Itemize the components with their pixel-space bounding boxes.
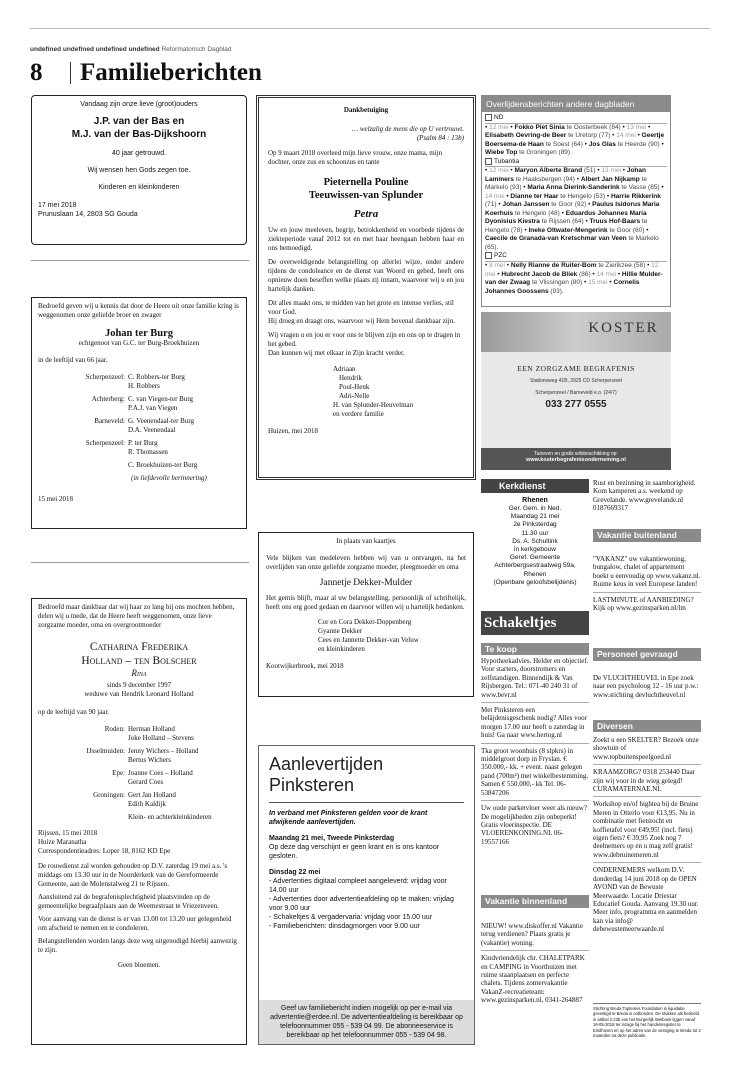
kerkdienst-line: Ds. A. Schultink xyxy=(512,537,558,545)
family-row: Barneveld: G. Veenendaal-ter Burg D.A. Veenendaal xyxy=(38,417,240,435)
family-name: H. Robbers xyxy=(128,382,160,390)
ad-jubileum: Vandaag zijn onze lieve (groot)ouders J.P. van der Bas en M.J. van der Bas-Dijkshoorn 40 jaar getrouwd. Wij wensen hen Gods zegen toe. Kinderen en kleinkinderen 17 mei 2018 Prunuslaan 14, 2803 SG Gouda xyxy=(31,95,247,245)
page-number: 8 xyxy=(30,59,43,86)
entry-name: Fokko Piet Sinia xyxy=(514,123,565,131)
family-name: D.A. Veenendaal xyxy=(128,426,176,434)
family-row: Roden: Herman Holland Joke Holland – Stevens xyxy=(38,725,240,743)
checkbox-icon xyxy=(485,114,492,121)
family-name: P. ter Burg xyxy=(128,439,158,447)
ad-terburg: Bedroefd geven wij u kennis dat door de Heere uit onze familie kring is weggenomen onze geliefde broer en zwager Johan ter Burg echtgenoot van G.C. ter Burg-Broekhuizen in de leeftijd van 66 jaar. Scherpenzeel: C. Robbers-ter Burg H. Robbers Achterberg: C. van Viegen-ter Burg P.A.J. van Viegen Barneveld: G. Veenendaal-ter Burg D.A. Veenendaal Scherpenzeel: P. ter Burg R. Thomassen C. Broekhuizen-ter Burg (in liefdevolle herinnering) 15 mei 2018 xyxy=(31,297,247,529)
entry-place: (71) xyxy=(485,201,497,209)
family-name: Jenny Wichers – Holland xyxy=(128,747,199,755)
family-row: Groningen: Gert Jan Holland Edith Kaldijk xyxy=(38,791,240,809)
section-title: Familieberichten xyxy=(80,59,262,86)
entry-place: te Heerde (90) xyxy=(617,140,660,148)
paper-entries: • 12 mei • Maryon Alberte Brand (51) • 13 mei • Johan Lammers te Haaksbergen (94) • Albert Jan Nijkamp te Markelo (93) • Maria Anna Dierink-Sanderink te Vasse (85) • 14 mei • Dianne ter Haar te Hengelo (53) • Harrie Rikkerink (71) • Johan Janssen te Goor (92) • Paulus Isidorus Maria Koerhuis te Hengelo (48) • Eduardus Johannes Maria Dyonisius Kiestra te Rijssen (64) • Truus Hof-Baars te Hengelo (78) • Ineke Oltwater-Mengerink te Goor (60) • Caecile de Granada-van Kretschmar van Veen te Markelo (65). xyxy=(485,167,664,251)
family-name: C. Robbers-ter Burg xyxy=(128,373,185,381)
ad-dekker-mulder: In plaats van kaartjes Vele blijken van medeleven hebben wij van u ontvangen, na het overlijden van onze geliefde zorgzame moeder, pleegmoeder en oma Jannetje Dekker-Mulder Het gemis blijft, maar al uw belangstelling, persoonlijk of schriftelijk, heeft ons erg goed gedaan en daarvoor willen wij u hartelijk bedanken. Cor en Cora Dekker-Doppenberg Gyanne Dekker Cees en Jannette Dekker-van Veluw en kleinkinderen Kootwijkerbroek, mei 2018 xyxy=(258,532,474,697)
masthead-edition: undefined undefined undefined undefined Reformatorisch Dagblad xyxy=(30,46,232,53)
other-papers-box: Overlijdensberichten andere dagbladen ND • 12 mei • Fokko Piet Sinia te Oosterbeek (84) • 13 mei • Elisabeth Oevring-de Beer te Uretorp (77) • 14 mei • Geertje Boersema-de Haan te Soest (64) • Jos Glas te Heerde (90) • Wiebe Top te Groningen (89). Tubantia • 12 mei • Maryon Alberte Brand (51) • 13 mei • Johan Lammers te Haaksbergen (94) • Albert Jan Nijkamp te Markelo (93) • Maria Anna Dierink-Sanderink te Vasse (85) • 14 mei • Dianne ter Haar te Hengelo (53) • Harrie Rikkerink (71) • Johan Janssen te Goor (92) • Paulus Isidorus Maria Koerhuis te Hengelo (48) • Eduardus Johannes Maria Dyonisius Kiestra te Rijssen (64) • Truus Hof-Baars te Hengelo (78) • Ineke Oltwater-Mengerink te Goor (60) • Caecile de Granada-van Kretschmar van Veen te Markelo (65). PZC • 8 mei • Nelly Rianne de Ruiter-Bom te Zierikzee (58) • 12 mei • Hubrecht Jacob de Bliek (86) • 14 mei • Hillie Mulder-van der Zwaag te Vlissingen (80) • 15 mei • Cornelis Johannes Goossens (93). xyxy=(481,95,671,307)
family-name: Edith Kaldijk xyxy=(128,800,166,808)
entry-place: te Markelo (93) xyxy=(485,175,647,192)
entry-place: (86) xyxy=(579,270,591,278)
entry-place: te Zierikzee (58) xyxy=(598,262,646,270)
entry-name: Truus Hof-Baars xyxy=(589,218,641,226)
family-row: Scherpenzeel: P. ter Burg R. Thomassen xyxy=(38,439,240,457)
entry-name: Geertje Boersema-de Haan xyxy=(485,132,665,148)
family-name: Gerard Coes xyxy=(128,778,164,786)
kerkdienst-line: in kerkgebouw xyxy=(514,546,556,554)
ad-dankbetuiging: Dankbetuiging … welzalig de mens die op U vertrouwt. (Psalm 84 : 13b) Op 9 maart 2018 overleed mijn lieve vrouw, onze mama, mijn dochter, onze zus en schoonzus en tante Pieternella Pouline Teeuwissen-van Splunder Petra Uw en jouw meeleven, begrip, betrokkenheid en voorbede tijdens de ziekteperiode vanaf 2012 tot en met haar heengaan hebben haar en ons bemoedigd. De overweldigende belangstelling op allerlei wijze, onder andere tijdens de condoleance en de dienst van Woord en gebed, heeft ons opnieuw doen beseffen welke plaats zij innam, waarvoor wij u en jou hartelijk danken. Dit alles maakt ons, te midden van het grote en intense verlies, stil voor God. Hij droeg en draagt ons, waarvoor wij Hem bovenal dankbaar zijn. Wij vragen u en jou er voor ons te blijven zijn en ons op te dragen in het gebed. Dan kunnen wij met elkaar in Zijn kracht verder. Adriaan Hendrik Poul-Henk Adri-Nelle H. van Splunder-Heuvelman en verdere familie Huizen, mei 2018 xyxy=(256,95,476,480)
entry-name: Jos Glas xyxy=(588,140,616,148)
entry-name: Albert Jan Nijkamp xyxy=(580,175,640,183)
entry-name: Cornelis Johannes Goossens xyxy=(485,279,640,295)
family-name: Gert Jan Holland xyxy=(128,791,176,799)
kerkdienst-line: Achterbergsestraatweg 59a, xyxy=(494,562,576,570)
entry-place: te Oosterbeek (84) xyxy=(566,123,621,131)
legal-notice: Stichting Breda Toptennis Foundation in liquidatie gevestigd te Breda is ontbonden. De stukken als bedoeld in artikel 2:23b van het Burgerlijk Wetboek liggen vanaf 16-05-2018 ter inzage bij het handelsregister te Eindhoven en op het adres van de vestiging te Breda tot 2 maanden na deze publicatie. xyxy=(593,1003,701,1038)
kerkdienst-line: 2e Pinksterdag xyxy=(513,521,557,529)
koster-url[interactable]: www.kosterbegrafenisonderneming.nl xyxy=(526,457,626,463)
family-name: Herman Holland xyxy=(128,725,175,733)
paper-entries: • 8 mei • Nelly Rianne de Ruiter-Bom te Zierikzee (58) • 12 mei • Hubrecht Jacob de Bliek (86) • 14 mei • Hillie Mulder-van der Zwaag te Vlissingen (80) • 15 mei • Cornelis Johannes Goossens (93). xyxy=(485,262,663,295)
entry-name: Hillie Mulder-van der Zwaag xyxy=(485,270,663,287)
entry-name: Elisabeth Oevring-de Beer xyxy=(485,132,567,140)
family-name: Bertus Wichers xyxy=(128,756,171,764)
entry-date: 12 mei xyxy=(489,123,509,131)
family-name: Klein- en achterkleinkinderen xyxy=(128,813,212,821)
entry-name: Dianne ter Haar xyxy=(510,192,559,200)
entry-place: te Hengelo (48) xyxy=(514,209,560,217)
family-row: Epe: Joanne Coes – Holland Gerard Coes xyxy=(38,769,240,787)
entry-place: (51) xyxy=(583,167,596,175)
paper-label: Tubantia xyxy=(485,158,667,168)
kerkdienst-line: Maandag 21 mei xyxy=(510,513,560,521)
entry-name: Ineke Oltwater-Mengerink xyxy=(528,226,608,234)
entry-place: te Vlissingen (80) xyxy=(531,279,583,287)
entry-name: Caecile de Granada-van Kretschmar van Veen xyxy=(485,235,627,243)
family-row: Achterberg: C. van Viegen-ter Burg P.A.J. van Viegen xyxy=(38,395,240,413)
entry-name: Eduardus Johannes Maria Dyonisius Kiestra xyxy=(485,209,647,226)
entry-date: 12 mei xyxy=(485,262,659,278)
checkbox-icon xyxy=(485,158,492,165)
entry-name: Hubrecht Jacob de Bliek xyxy=(501,270,578,278)
family-name: G. Veenendaal-ter Burg xyxy=(128,417,195,425)
notice-aanlevertijden: Aanlevertijden Pinksteren In verband met Pinksteren gelden voor de krant afwijkende aanlevertijden. Maandag 21 mei, Tweede Pinksterdag Op deze dag verschijnt er geen krant en is ons kantoor gesloten. Dinsdag 22 mei - Advertenties digitaal compleet aangeleverd: vrijdag voor 14.00 uur - Advertenties door advertentieafdeling op te maken: vrijdag voor 9.00 uur - Schakeltjes & vergadervaria: vrijdag voor 15.00 uur - Familieberichten: dinsdagmorgen voor 9.00 uur Geef uw familiebericht indien mogelijk op per e-mail via advertentie@erdee.nl. De advertentieafdeling is bereikbaar op telefoonnummer 055 - 539 04 99. De abonneeservice is bereikbaar op het telefoonnummer 055 - 539 04 98. xyxy=(258,745,475,1045)
entry-date: 13 mei xyxy=(626,123,647,131)
entry-place: te Rijssen (64) xyxy=(541,218,584,226)
kerkdienst-line: (Openbare geloofsbelijdenis) xyxy=(493,578,577,586)
entry-name: Wiebe Top xyxy=(485,149,518,157)
entry-name: Paulus Isidorus Maria Koerhuis xyxy=(485,201,660,217)
entry-place: te Groningen (89). xyxy=(519,149,572,157)
family-row: Scherpenzeel: C. Robbers-ter Burg H. Robbers xyxy=(38,373,240,391)
kerkdienst-line: Rhenen xyxy=(523,570,547,578)
koster-phone: 033 277 0555 xyxy=(545,399,607,410)
te-koop-list: Hypotheekadvies. Helder en objectief. Voor starters, doorstromers en zelfstandigen. Binnendijk & Van Rijsbergen. Tel.: 071-40 240 31 of www.bevr.nl Met Pinksteren een beläjdenisgeschenk nodig? Alles voor morgen 17.00 uur heeft u zaterdag in huis! Ga naar www.hertog.nl Tka groot woonhuis (8 slpkrs) in middelgroot dorp in Fryslan. € 350.000,- kk. + event. naast gelegen pand (700m²) met winkelbestemming. Samen € 550.000,- kk Tel. 06-53847206 Uw oude parketvloer weer als nieuw? De mogelijkheden zijn onbeperkt! Gratis vloerinspectie. DE VLOERENKONING.NL 06-19557166 xyxy=(481,657,589,846)
koster-logo: KOSTER xyxy=(588,320,659,336)
entry-date: 8 mei xyxy=(489,262,505,270)
kerkdienst-line: 11.30 uur xyxy=(521,529,549,537)
entry-date: 14 mei xyxy=(596,270,617,278)
entry-place: te Hengelo (53) xyxy=(560,192,606,200)
entry-place: te Goor (60) xyxy=(609,226,645,234)
entry-place: te Haaksbergen (94) xyxy=(515,175,575,183)
ad-holland: Bedroefd maar dankbaar dat wij haar zo lang bij ons mochten hebben, delen wij u mede, dat de Heere heeft weggenomen, onze lieve zorgzame moeder, oma en overgrootmoeder Catharina Frederika Holland – ten Bolscher Rina sinds 9 december 1997 weduwe van Hendrik Leonard Holland op de leeftijd van 90 jaar. Roden: Herman Holland Joke Holland – Stevens IJsselmuiden: Jenny Wichers – Holland Bertus Wichers Epe: Joanne Coes – Holland Gerard Coes Groningen: Gert Jan Holland Edith Kaldijk Klein- en achterkleinkinderen Rijssen, 15 mei 2018 Huize Maranatha Correspondentieadres: Loper 18, 8162 KD Epe De rouwdienst zal worden gehouden op D.V. zaterdag 19 mei a.s. 's middags om 13.30 uur in de Noorderkerk van de Gereformeerde Gemeente, aan de Molenstalweg 21 te Rijssen. Aansluitend zal de begrafenisplechtigheid plaatsvinden op de gemeentelijke begraafplaats aan de Weemestraat te Vriezenveen. Voor aanvang van de dienst is er van 13.00 tot 13.20 uur gelegenheid om afscheid te nemen en te condoleren. Belangstellenden worden langs deze weg uitgenodigd hierbij aanwezig te zijn. Geen bloemen. xyxy=(31,598,247,1045)
entry-date: 13 mei xyxy=(601,167,621,175)
schakeltjes-title: Schakeltjes xyxy=(481,611,589,635)
kerkdienst-line: Geref. Gemeente xyxy=(509,554,561,562)
family-name: P.A.J. van Viegen xyxy=(128,404,178,412)
family-row xyxy=(38,461,240,470)
family-name: Joanne Coes – Holland xyxy=(128,769,193,777)
entry-place: (93). xyxy=(550,287,564,295)
ad-koster: KOSTER EEN ZORGZAME BEGRAFENIS Stationsweg 41B, 3925 CD Scherpenzeel Scherpenzeel / Barneveld e.o. (24/7) 033 277 0555 Tarieven en gratis wilsbeschikking op: www.kosterbegrafenisonderneming.nl xyxy=(481,312,671,470)
checkbox-icon xyxy=(485,252,492,259)
entry-date: 15 mei xyxy=(588,279,608,287)
entry-name: Maryon Alberte Brand xyxy=(514,167,583,175)
kerkdienst-box: Kerkdienst Rhenen Ger. Gem. in Ned. Maandag 21 mei 2e Pinksterdag 11.30 uur Ds. A. Schultink in kerkgebouw Geref. Gemeente Achterbergsestraatweg 59a, Rhenen (Openbare geloofsbelijdenis) xyxy=(481,479,589,609)
entry-name: Harrie Rikkerink xyxy=(610,192,661,200)
entry-place: te Vasse (85) xyxy=(621,184,660,192)
entry-place: te Soest (64) xyxy=(545,140,583,148)
family-row: IJsselmuiden: Jenny Wichers – Holland Bertus Wichers xyxy=(38,747,240,765)
entry-name: Johan Lammers xyxy=(485,167,646,183)
kerkdienst-line: Ger. Gem. in Ned. xyxy=(508,505,562,512)
entry-name: Nelly Rianne de Ruiter-Bom xyxy=(510,262,597,270)
entry-place: te Uretorp (77) xyxy=(568,132,611,140)
paper-label: PZC xyxy=(485,252,667,262)
paper-label: ND xyxy=(485,114,667,124)
entry-date: 14 mei xyxy=(485,192,505,200)
entry-place: te Hengelo (78) xyxy=(485,218,648,234)
entry-date: 12 mei xyxy=(489,167,509,175)
family-row xyxy=(38,813,240,822)
paper-entries: • 12 mei • Fokko Piet Sinia te Oosterbeek (84) • 13 mei • Elisabeth Oevring-de Beer te Uretorp (77) • 14 mei • Geertje Boersema-de Haan te Soest (64) • Jos Glas te Heerde (90) • Wiebe Top te Groningen (89). xyxy=(485,123,665,157)
entry-date: 14 mei xyxy=(616,132,636,140)
family-name: Joke Holland – Stevens xyxy=(128,734,194,742)
entry-place: te Markelo (65). xyxy=(485,235,659,251)
entry-place: te Goor (92) xyxy=(551,201,587,209)
family-name: C. Broekhuizen-ter Burg xyxy=(128,461,198,469)
family-name: R. Thomassen xyxy=(128,448,168,456)
entry-name: Maria Anna Dierink-Sanderink xyxy=(527,184,620,192)
entry-name: Johan Janssen xyxy=(502,201,550,209)
family-name: C. van Viegen-ter Burg xyxy=(128,395,194,403)
